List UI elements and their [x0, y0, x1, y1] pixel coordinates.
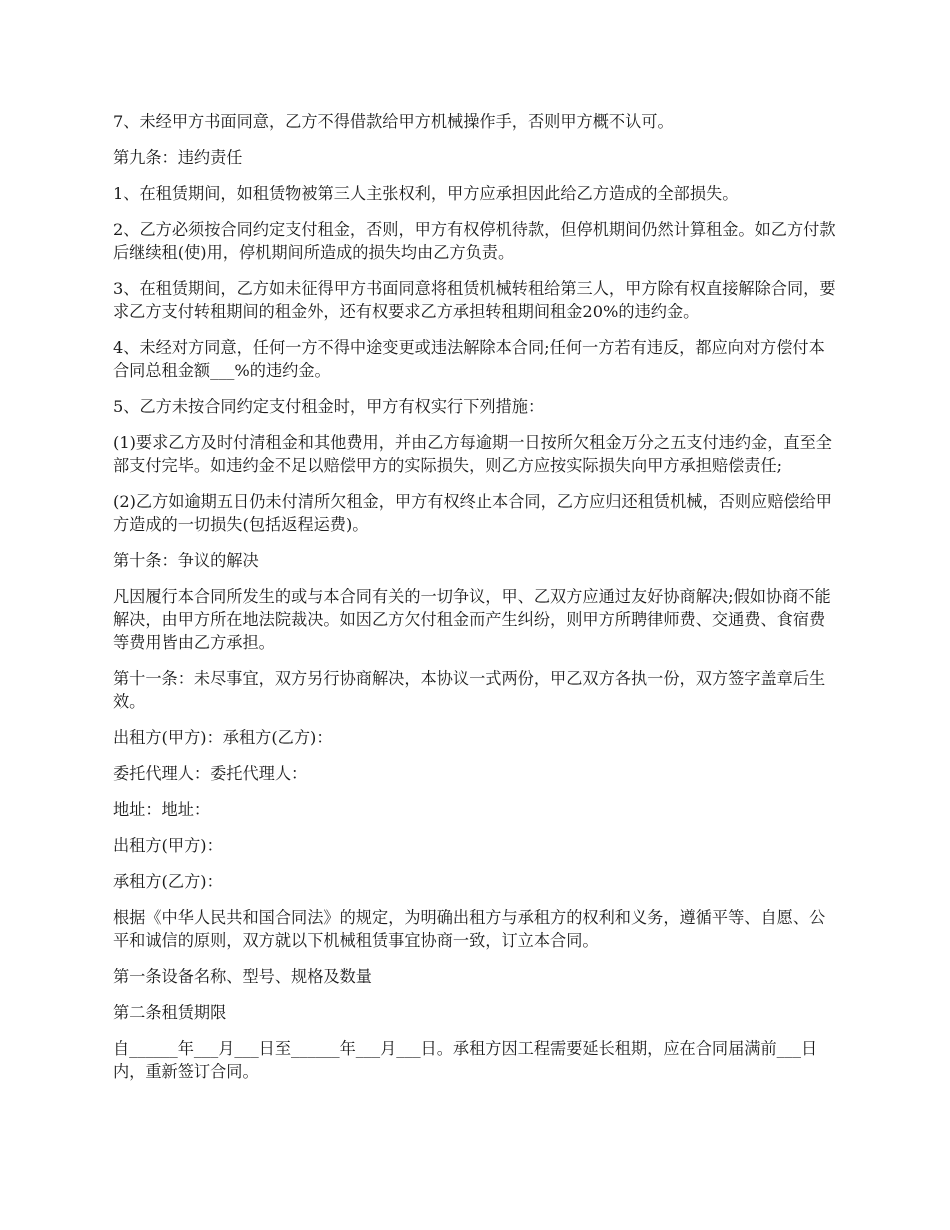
document-body — [113, 110, 838, 1096]
lease-term-text: 自______年___月___日至______年___月___日。承租方因工程需要延长租期，应在合同届满前___日内，重新签订合同。 — [113, 1039, 818, 1081]
article-11-text: 第十一条：未尽事宜，双方另行协商解决，本协议一式两份，甲乙双方各执一份，双方签字盖章后生效。 — [113, 669, 826, 711]
article-1-heading: 第一条设备名称、型号、规格及数量 — [113, 967, 372, 986]
article-10-heading: 第十条：争议的解决 — [113, 551, 259, 570]
article-9-heading: 第九条：违约责任 — [113, 148, 243, 167]
breach-item-5-sub-1: (1)要求乙方及时付清租金和其他费用，并由乙方每逾期一日按所欠租金万分之五支付违约金，直至全部支付完毕。如违约金不足以赔偿甲方的实际损失，则乙方应按实际损失向甲方承担赔偿责任; — [113, 433, 832, 475]
signature-addresses: 地址：地址： — [113, 800, 211, 819]
breach-item-3: 3、在租赁期间，乙方如未征得甲方书面同意将租赁机械转租给第三人，甲方除有权直接解除合同，要求乙方支付转租期间的租金外，还有权要求乙方承担转租期间租金20%的违约金。 — [113, 279, 836, 321]
article-2-heading: 第二条租赁期限 — [113, 1003, 227, 1022]
signature-agents: 委托代理人：委托代理人： — [113, 764, 308, 783]
signature-parties: 出租方(甲方)：承租方(乙方)： — [113, 728, 333, 747]
dispute-resolution-text: 凡因履行本合同所发生的或与本合同有关的一切争议，甲、乙双方应通过友好协商解决;假如协商不能解决，由甲方所在地法院裁决。如因乙方欠付租金而产生纠纷，则甲方所聘律师费、交通费、食宿费等费用皆由乙方承担。 — [113, 587, 831, 652]
lessee-label: 承租方(乙方)： — [113, 872, 223, 891]
clause-7-loan-restriction: 7、未经甲方书面同意，乙方不得借款给甲方机械操作手，否则甲方概不认可。 — [113, 112, 674, 131]
breach-item-2: 2、乙方必须按合同约定支付租金，否则，甲方有权停机待款，但停机期间仍然计算租金。如乙方付款后继续租(使)用，停机期间所造成的损失均由乙方负责。 — [113, 220, 836, 262]
breach-item-5: 5、乙方未按合同约定支付租金时，甲方有权实行下列措施： — [113, 397, 545, 416]
breach-item-5-sub-2: (2)乙方如逾期五日仍未付清所欠租金，甲方有权终止本合同，乙方应归还租赁机械，否则应赔偿给甲方造成的一切损失(包括返程运费)。 — [113, 492, 832, 534]
lessor-label: 出租方(甲方)： — [113, 836, 223, 855]
breach-item-1: 1、在租赁期间，如租赁物被第三人主张权利，甲方应承担因此给乙方造成的全部损失。 — [113, 184, 739, 203]
breach-item-4: 4、未经对方同意，任何一方不得中途变更或违法解除本合同;任何一方若有违反，都应向对方偿付本合同总租金额___%的违约金。 — [113, 338, 825, 380]
preamble-text: 根据《中华人民共和国合同法》的规定，为明确出租方与承租方的权利和义务，遵循平等、自愿、公平和诚信的原则，双方就以下机械租赁事宜协商一致，订立本合同。 — [113, 908, 826, 950]
